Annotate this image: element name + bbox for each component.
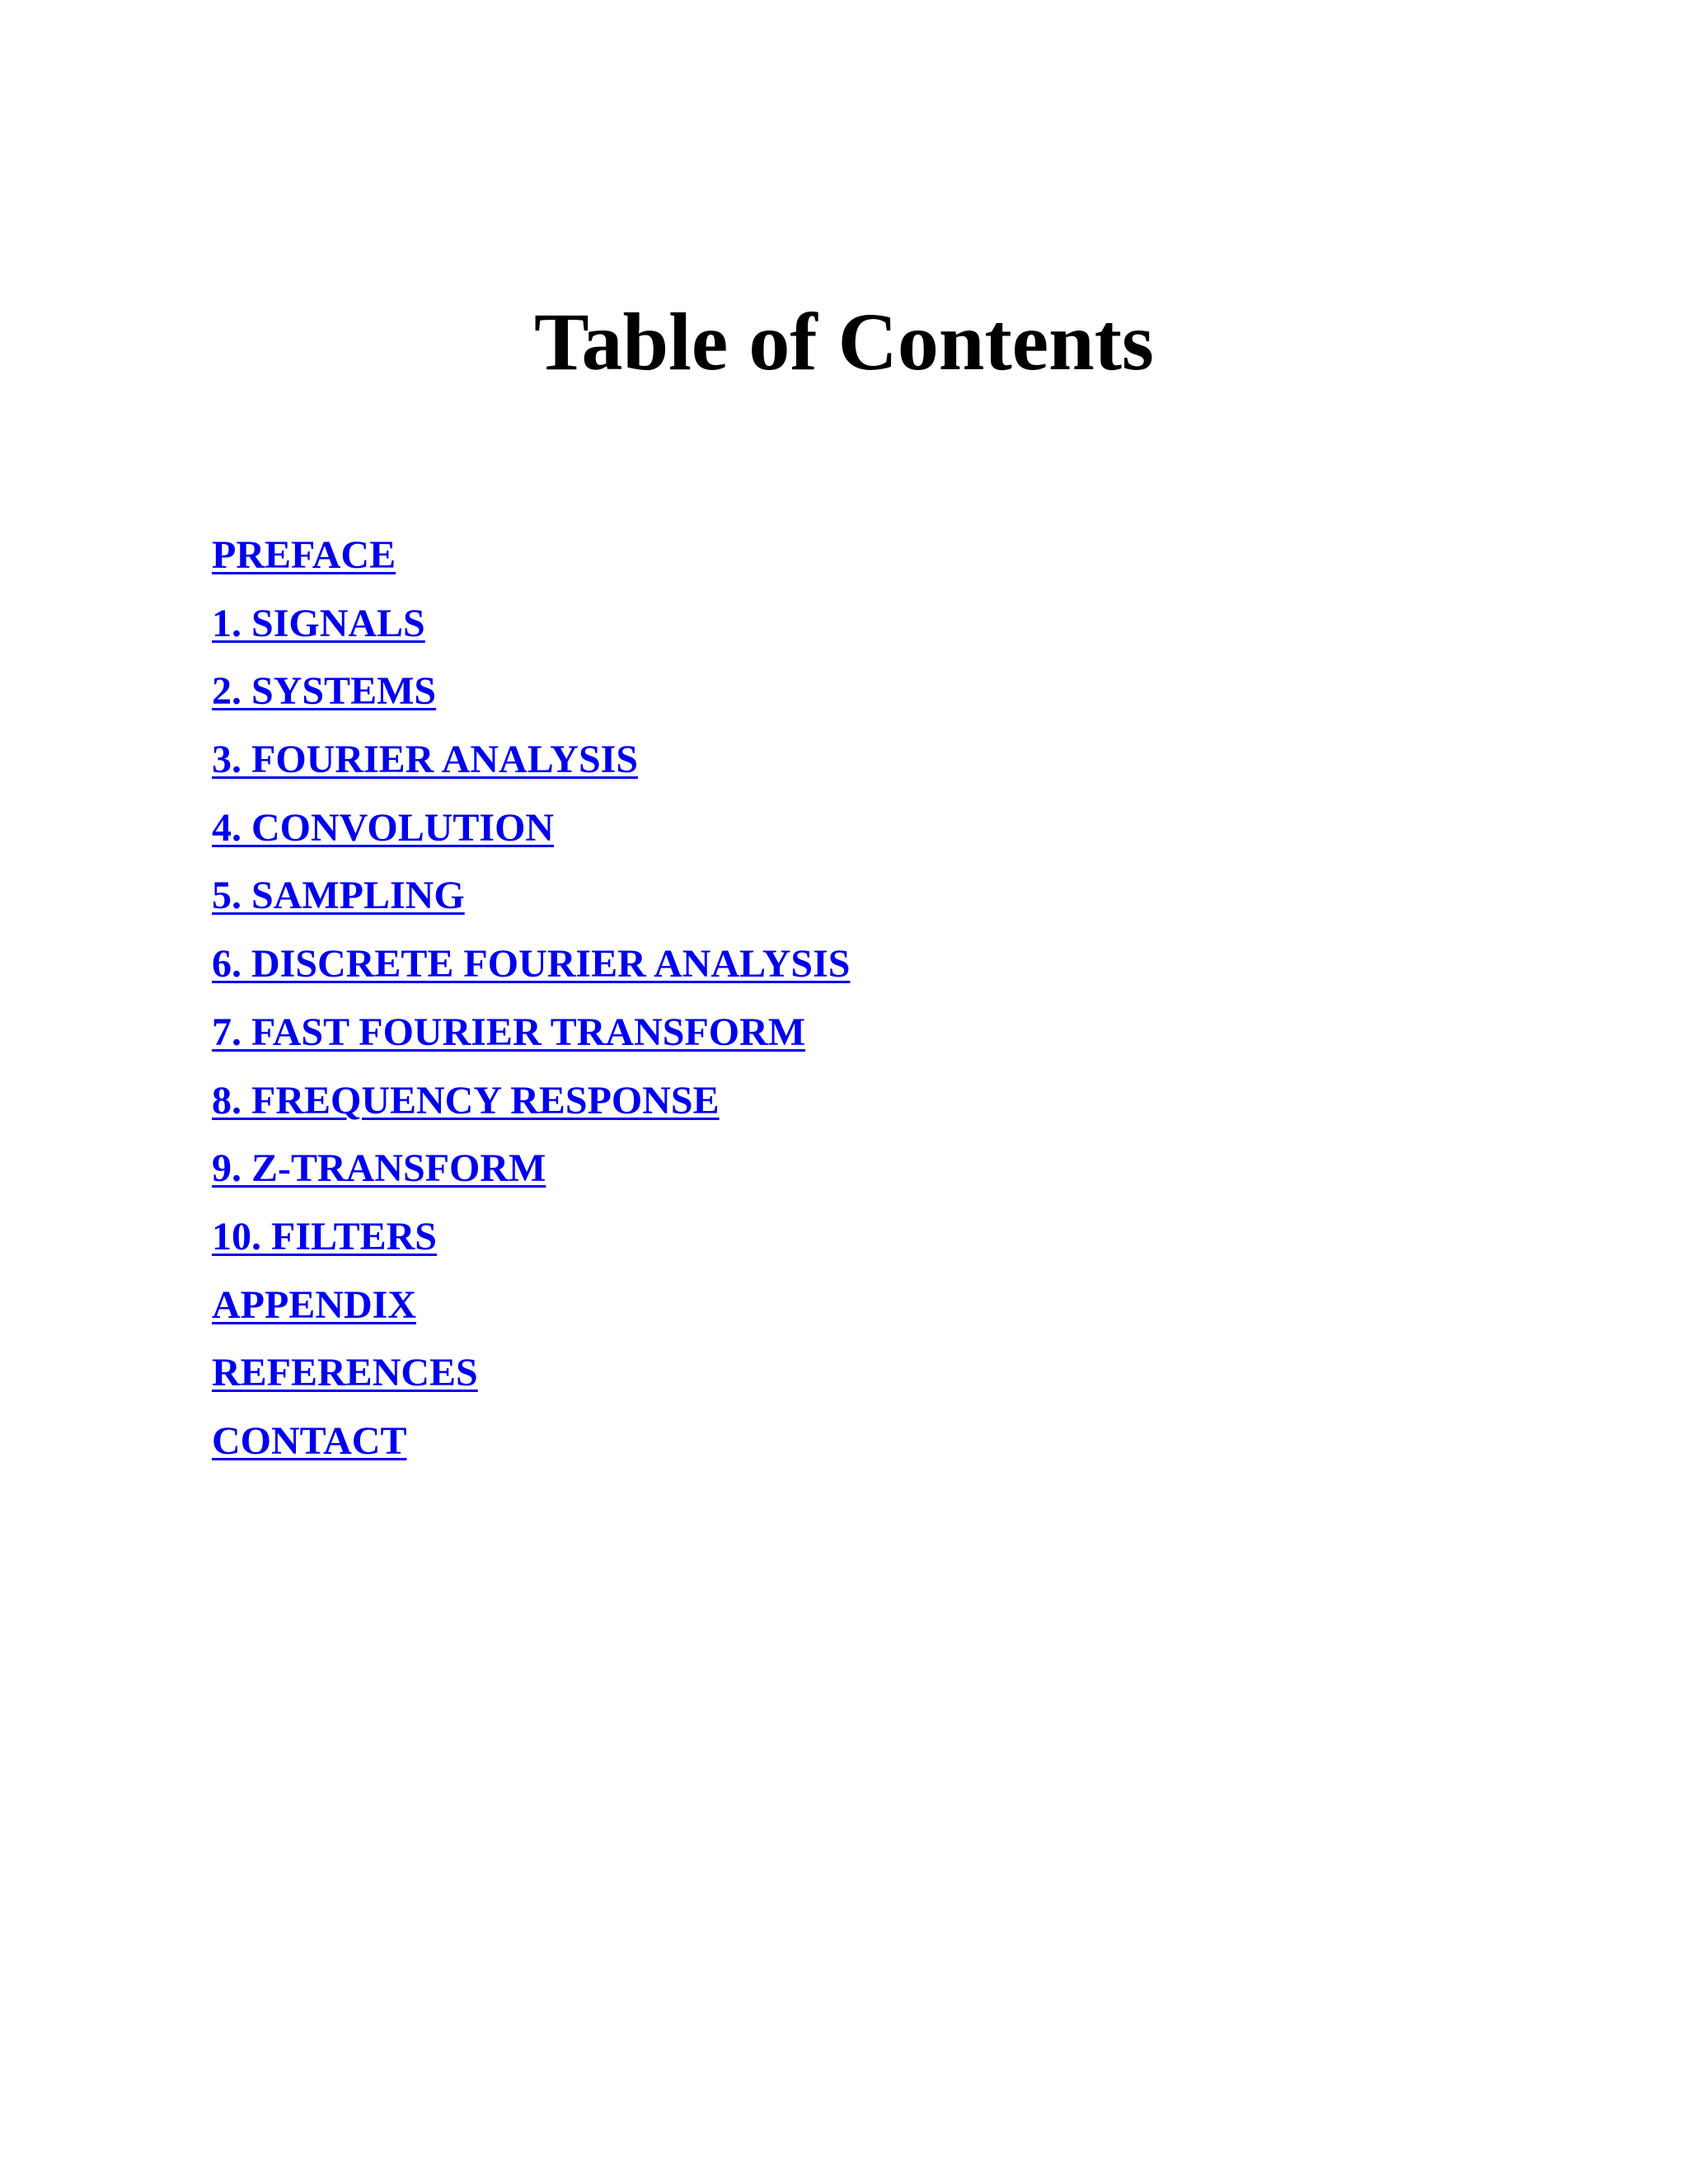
toc-link-frequency-response[interactable]: 8. FREQUENCY RESPONSE — [212, 1078, 720, 1122]
toc-item-contact — [212, 1408, 850, 1476]
toc-link-sampling[interactable]: 5. SAMPLING — [212, 874, 465, 918]
toc-link-filters[interactable]: 10. FILTERS — [212, 1214, 437, 1258]
toc-link-signals[interactable]: 1. SIGNALS — [212, 601, 425, 645]
toc-item-references — [212, 1339, 850, 1408]
toc-link-references[interactable]: REFERENCES — [212, 1351, 478, 1395]
toc-link-discrete-fourier-analysis[interactable]: 6. DISCRETE FOURIER ANALYSIS — [212, 942, 851, 987]
toc-link-fourier-analysis[interactable]: 3. FOURIER ANALYSIS — [212, 738, 639, 782]
toc-item-appendix — [212, 1272, 850, 1340]
toc-item-fourier-analysis — [212, 726, 850, 794]
toc-item-discrete-fourier-analysis — [212, 930, 850, 999]
toc-item-signals — [212, 590, 850, 658]
toc-link-fast-fourier-transform[interactable]: 7. FAST FOURIER TRANSFORM — [212, 1010, 806, 1054]
toc-item-sampling — [212, 862, 850, 930]
toc-item-z-transform — [212, 1135, 850, 1203]
page-title: Table of Contents — [534, 296, 1154, 387]
toc-link-convolution[interactable]: 4. CONVOLUTION — [212, 805, 555, 850]
toc-link-preface[interactable]: PREFACE — [212, 533, 396, 577]
toc-link-contact[interactable]: CONTACT — [212, 1418, 407, 1463]
toc-link-appendix[interactable]: APPENDIX — [212, 1282, 416, 1327]
toc-item-preface — [212, 522, 850, 590]
toc-item-convolution — [212, 794, 850, 863]
toc-link-systems[interactable]: 2. SYSTEMS — [212, 669, 437, 714]
toc-item-fast-fourier-transform — [212, 999, 850, 1067]
toc-link-z-transform[interactable]: 9. Z-TRANSFORM — [212, 1146, 546, 1191]
table-of-contents — [212, 522, 850, 1476]
toc-item-frequency-response — [212, 1067, 850, 1136]
toc-item-filters — [212, 1203, 850, 1272]
toc-item-systems — [212, 658, 850, 726]
